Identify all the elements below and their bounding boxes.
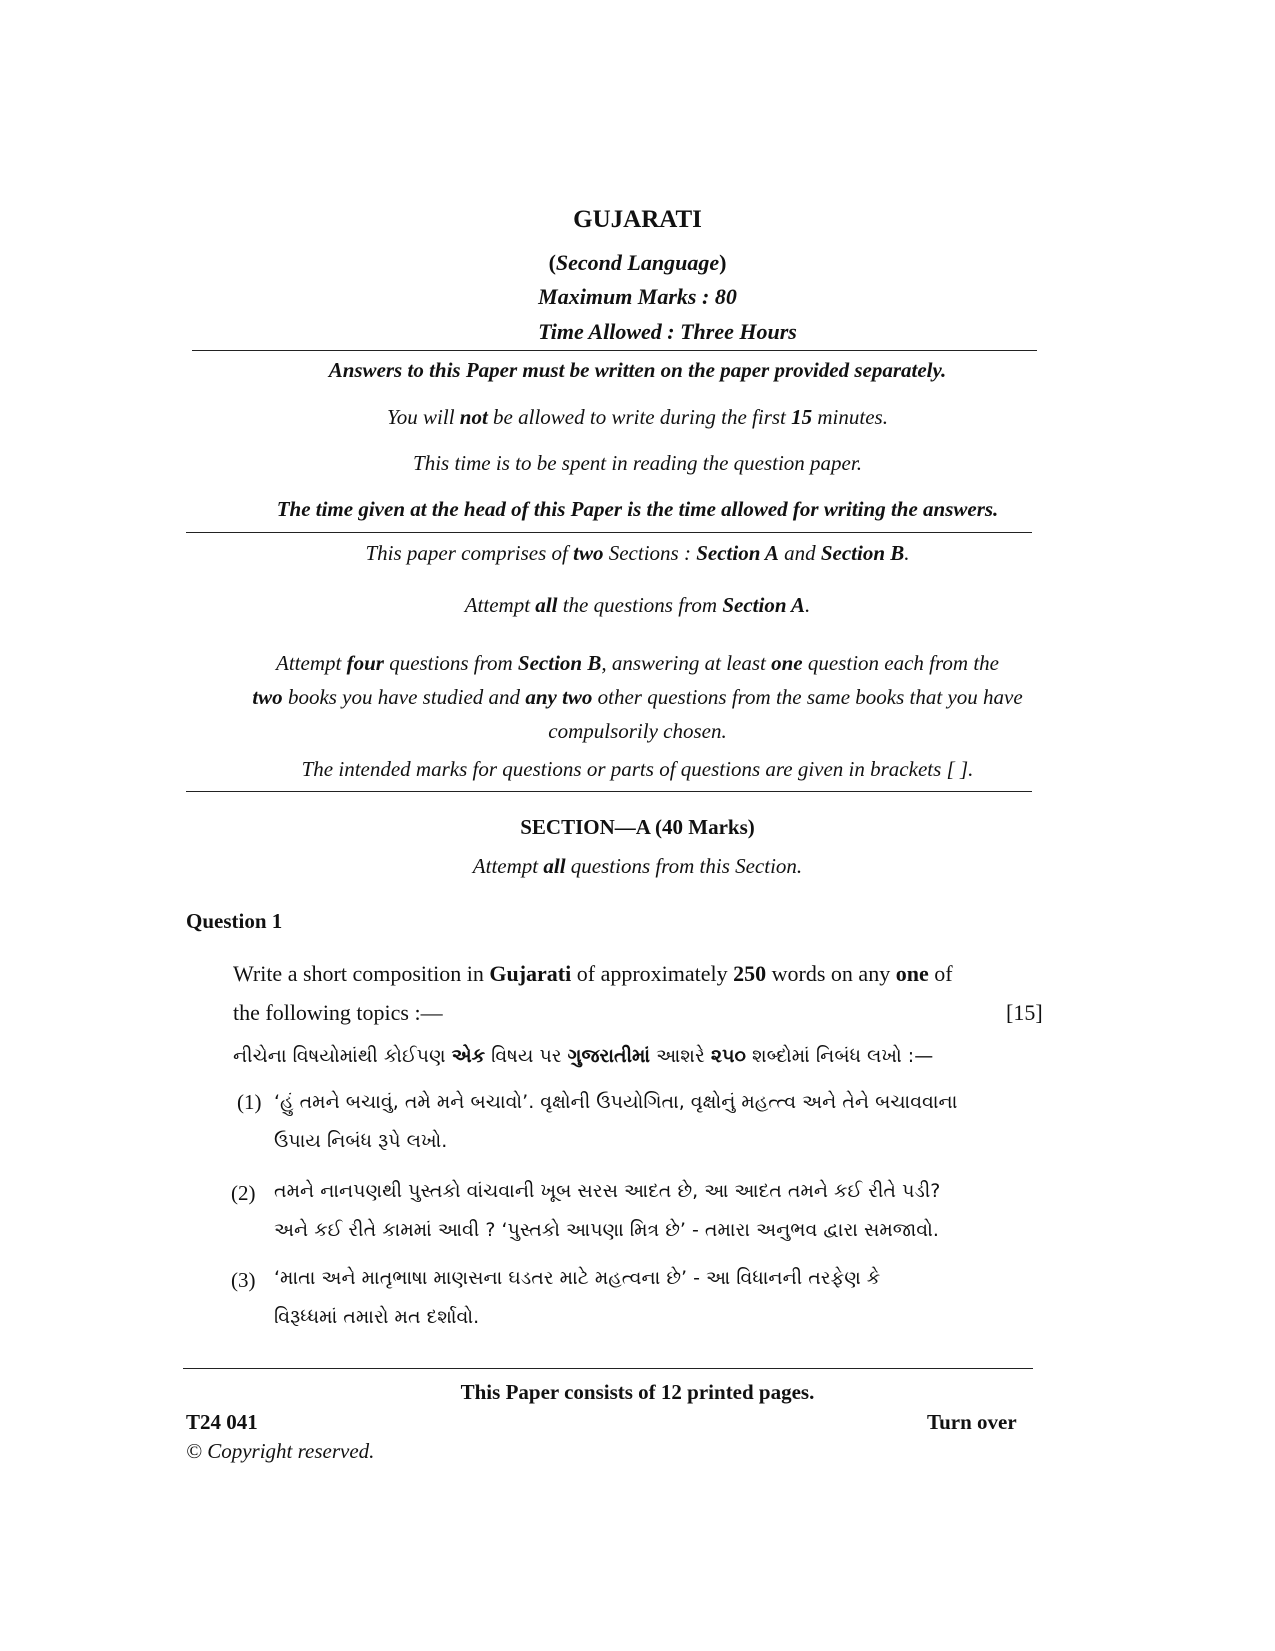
copyright: © Copyright reserved. <box>186 1439 375 1463</box>
turn-over: Turn over <box>927 1410 1017 1434</box>
attempt-section-b: Attempt four questions from Section B, answering at least one question each from the two books you have studied and any two other questions from the same books that you have compulsorily chosen. <box>252 651 1023 743</box>
topic-text-continued: ઉપાય નિબંધ રૂપે લખો. <box>274 1130 448 1152</box>
pages-note: This Paper consists of 12 printed pages. <box>460 1380 815 1404</box>
time-allowed: Time Allowed : Three Hours <box>538 319 797 344</box>
time-note: The time given at the head of this Paper is the time allowed for writing the answers. <box>276 497 999 521</box>
max-marks: Maximum Marks : 80 <box>538 284 737 309</box>
section-a-instruction: Attempt all questions from this Section. <box>472 854 803 878</box>
topic-text-continued: અને કઈ રીતે કામમાં આવી ? ‘પુસ્તકો આપણા મિત્ર છે’ - તમારા અનુભવ દ્વારા સમજાવો. <box>274 1219 939 1241</box>
reading-time-note: This time is to be spent in reading the question paper. <box>413 451 862 475</box>
topic-number: (2) <box>231 1181 256 1205</box>
divider <box>186 532 1032 533</box>
marks-note: The intended marks for questions or parts of questions are given in brackets [ ]. <box>301 757 974 781</box>
topic-number: (3) <box>231 1268 256 1292</box>
section-a-heading: SECTION—A (40 Marks) <box>520 815 755 839</box>
paper-subject: GUJARATI <box>573 206 702 233</box>
topic-text-continued: વિરૂધ્ધમાં તમારો મત દર્શાવો. <box>274 1306 480 1328</box>
paper-code: T24 041 <box>186 1410 258 1434</box>
topic-text: તમને નાનપણથી પુસ્તકો વાંચવાની ખૂબ સરસ આદત છે, આ આદત તમને કઈ રીતે પડી? <box>274 1180 941 1202</box>
writing-restriction: You will not be allowed to write during the first 15 minutes. <box>387 405 888 429</box>
footer-divider <box>183 1368 1033 1369</box>
topic-text: ‘માતા અને માતૃભાષા માણસના ઘડતર માટે મહત્વના છે’ - આ વિધાનની તરફેણ કે <box>274 1267 881 1289</box>
divider <box>186 791 1032 792</box>
attempt-section-a: Attempt all the questions from Section A. <box>464 593 811 617</box>
question-text: Write a short composition in Gujarati of approximately 250 words on any one of <box>233 961 953 986</box>
paper-language: (Second Language) <box>548 250 727 275</box>
divider <box>192 350 1037 351</box>
question-marks: [15] <box>1006 1000 1043 1025</box>
sections-note: This paper comprises of two Sections : Section A and Section B. <box>365 541 910 565</box>
topic-text: ‘હું તમને બચાવું, તમે મને બચાવો’. વૃક્ષોની ઉપયોગિતા, વૃક્ષોનું મહત્ત્વ અને તેને બચાવવાના <box>274 1091 958 1113</box>
gujarati-instruction: નીચેના વિષયોમાંથી કોઈપણ એક વિષય પર ગુજરાતીમાં આશરે ૨૫૦ શબ્દોમાં નિબંધ લખો :— <box>233 1045 934 1067</box>
question-label: Question 1 <box>186 909 283 933</box>
answers-note: Answers to this Paper must be written on the paper provided separately. <box>328 358 947 382</box>
topic-number: (1) <box>237 1090 262 1114</box>
question-text-continued: the following topics :— <box>233 1000 443 1025</box>
